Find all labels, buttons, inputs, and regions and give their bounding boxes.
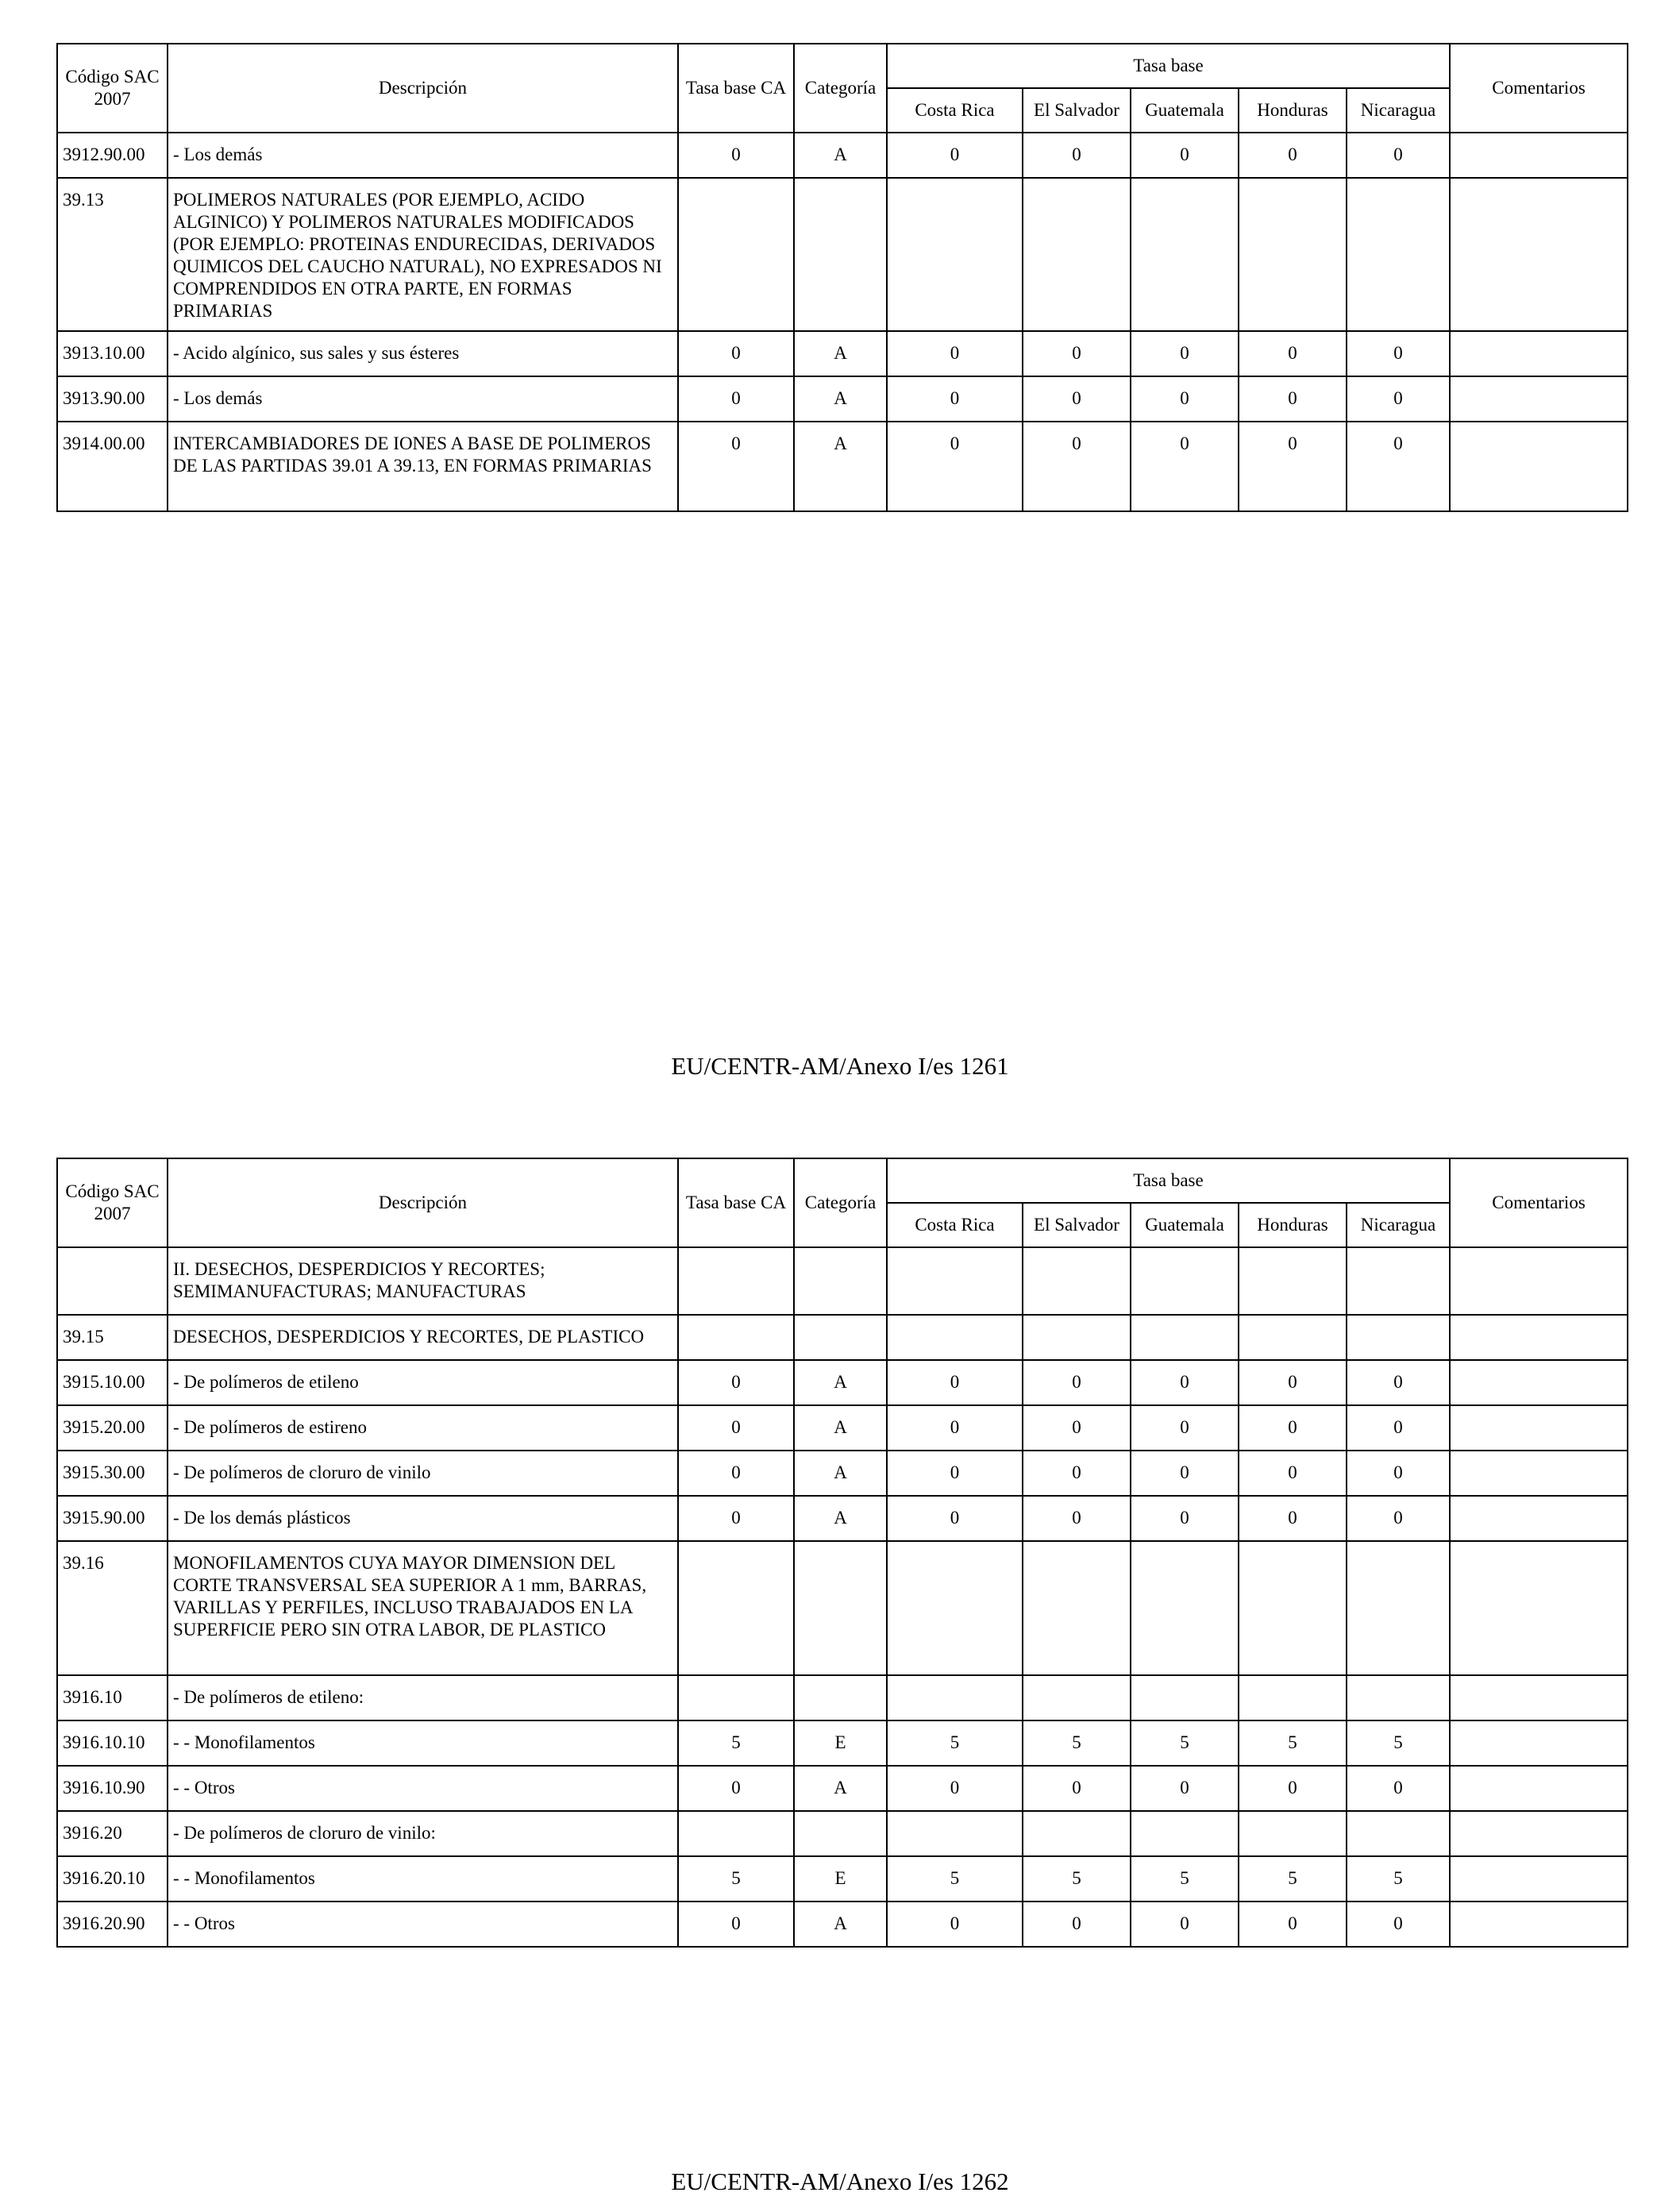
cell-rate-ca [678, 1315, 794, 1360]
cell-el-salvador: 0 [1023, 422, 1131, 511]
cell-costa-rica: 0 [887, 1405, 1023, 1451]
cell-el-salvador: 0 [1023, 1360, 1131, 1405]
header-costa-rica: Costa Rica [887, 88, 1023, 133]
cell-nicaragua [1347, 178, 1450, 331]
header-comments: Comentarios [1450, 1158, 1628, 1247]
cell-description: - - Monofilamentos [168, 1856, 678, 1902]
cell-description: DESECHOS, DESPERDICIOS Y RECORTES, DE PLASTICO [168, 1315, 678, 1360]
cell-honduras: 0 [1239, 133, 1347, 178]
cell-guatemala: 0 [1131, 422, 1239, 511]
cell-comments [1450, 1451, 1628, 1496]
cell-costa-rica: 0 [887, 422, 1023, 511]
cell-comments [1450, 422, 1628, 511]
cell-comments [1450, 1856, 1628, 1902]
cell-costa-rica: 0 [887, 1496, 1023, 1541]
cell-honduras: 5 [1239, 1720, 1347, 1766]
cell-guatemala: 0 [1131, 1451, 1239, 1496]
cell-el-salvador [1023, 1247, 1131, 1315]
cell-nicaragua [1347, 1675, 1450, 1720]
cell-code: 3916.10 [57, 1675, 168, 1720]
table-row [57, 1247, 1628, 1315]
cell-category [794, 1811, 887, 1856]
cell-guatemala: 0 [1131, 331, 1239, 376]
cell-description: MONOFILAMENTOS CUYA MAYOR DIMENSION DEL CORTE TRANSVERSAL SEA SUPERIOR A 1 mm, BARRAS, VARILLAS Y PERFILES, INCLUSO TRABAJADOS EN LA SUPERFICIE PERO SIN OTRA LABOR, DE PLASTICO [168, 1541, 678, 1675]
cell-guatemala: 0 [1131, 1766, 1239, 1811]
cell-description: - De polímeros de estireno [168, 1405, 678, 1451]
cell-code: 39.13 [57, 178, 168, 331]
header-costa-rica: Costa Rica [887, 1203, 1023, 1247]
table-row [57, 331, 1628, 376]
cell-comments [1450, 1247, 1628, 1315]
cell-guatemala [1131, 1675, 1239, 1720]
cell-rate-ca: 0 [678, 133, 794, 178]
cell-nicaragua [1347, 1811, 1450, 1856]
cell-el-salvador [1023, 1811, 1131, 1856]
cell-costa-rica [887, 1675, 1023, 1720]
cell-guatemala: 0 [1131, 1902, 1239, 1947]
cell-guatemala [1131, 1315, 1239, 1360]
cell-honduras [1239, 1811, 1347, 1856]
cell-description: - - Otros [168, 1902, 678, 1947]
cell-comments [1450, 1360, 1628, 1405]
cell-comments [1450, 376, 1628, 422]
cell-category: A [794, 1496, 887, 1541]
table-row [57, 1720, 1628, 1766]
cell-nicaragua: 0 [1347, 376, 1450, 422]
cell-description: - De polímeros de cloruro de vinilo [168, 1451, 678, 1496]
cell-category: E [794, 1856, 887, 1902]
cell-el-salvador [1023, 178, 1131, 331]
cell-honduras [1239, 1315, 1347, 1360]
cell-costa-rica: 0 [887, 1766, 1023, 1811]
cell-guatemala: 0 [1131, 1496, 1239, 1541]
cell-category: E [794, 1720, 887, 1766]
cell-guatemala: 0 [1131, 1360, 1239, 1405]
header-guatemala: Guatemala [1131, 1203, 1239, 1247]
table-header-row [57, 1158, 1628, 1203]
cell-comments [1450, 331, 1628, 376]
cell-rate-ca: 0 [678, 1451, 794, 1496]
cell-el-salvador: 5 [1023, 1720, 1131, 1766]
cell-el-salvador: 0 [1023, 1451, 1131, 1496]
table-row [57, 1405, 1628, 1451]
cell-costa-rica: 0 [887, 1360, 1023, 1405]
cell-el-salvador: 0 [1023, 1766, 1131, 1811]
header-el-salvador: El Salvador [1023, 1203, 1131, 1247]
cell-el-salvador: 0 [1023, 133, 1131, 178]
cell-nicaragua: 0 [1347, 1902, 1450, 1947]
table-row [57, 1315, 1628, 1360]
cell-category: A [794, 1451, 887, 1496]
cell-costa-rica [887, 1247, 1023, 1315]
cell-category: A [794, 331, 887, 376]
cell-nicaragua: 0 [1347, 422, 1450, 511]
cell-guatemala: 0 [1131, 376, 1239, 422]
cell-code: 3916.20.10 [57, 1856, 168, 1902]
header-tasa-base: Tasa base [887, 44, 1450, 88]
cell-honduras: 0 [1239, 1451, 1347, 1496]
cell-el-salvador: 0 [1023, 1405, 1131, 1451]
cell-costa-rica: 5 [887, 1856, 1023, 1902]
cell-code: 3913.10.00 [57, 331, 168, 376]
header-comments: Comentarios [1450, 44, 1628, 133]
table-row [57, 178, 1628, 331]
cell-costa-rica [887, 1541, 1023, 1675]
cell-rate-ca: 0 [678, 1902, 794, 1947]
cell-honduras: 0 [1239, 1766, 1347, 1811]
cell-comments [1450, 1405, 1628, 1451]
cell-rate-ca: 5 [678, 1856, 794, 1902]
cell-category: A [794, 1360, 887, 1405]
cell-description: II. DESECHOS, DESPERDICIOS Y RECORTES; SEMIMANUFACTURAS; MANUFACTURAS [168, 1247, 678, 1315]
table-row [57, 1451, 1628, 1496]
table-row [57, 1811, 1628, 1856]
page-footer: EU/CENTR-AM/Anexo I/es 1261 [671, 1052, 1009, 1080]
header-honduras: Honduras [1239, 88, 1347, 133]
table-row [57, 1541, 1628, 1675]
table-row [57, 1856, 1628, 1902]
cell-rate-ca: 0 [678, 1496, 794, 1541]
cell-comments [1450, 1675, 1628, 1720]
cell-honduras: 0 [1239, 422, 1347, 511]
cell-el-salvador [1023, 1675, 1131, 1720]
cell-rate-ca: 0 [678, 1360, 794, 1405]
cell-rate-ca: 0 [678, 422, 794, 511]
cell-rate-ca: 0 [678, 1405, 794, 1451]
cell-description: - Los demás [168, 133, 678, 178]
cell-category: A [794, 1405, 887, 1451]
cell-code: 3915.10.00 [57, 1360, 168, 1405]
cell-guatemala [1131, 1247, 1239, 1315]
cell-el-salvador: 0 [1023, 1902, 1131, 1947]
cell-code: 3913.90.00 [57, 376, 168, 422]
cell-code: 3914.00.00 [57, 422, 168, 511]
cell-costa-rica: 0 [887, 1451, 1023, 1496]
cell-honduras: 0 [1239, 331, 1347, 376]
cell-code: 3916.10.90 [57, 1766, 168, 1811]
table-row [57, 376, 1628, 422]
cell-honduras: 0 [1239, 1902, 1347, 1947]
cell-guatemala: 0 [1131, 1405, 1239, 1451]
cell-comments [1450, 1541, 1628, 1675]
cell-category [794, 1541, 887, 1675]
header-code: Código SAC 2007 [57, 44, 168, 133]
cell-comments [1450, 1496, 1628, 1541]
header-description: Descripción [168, 44, 678, 133]
cell-honduras: 5 [1239, 1856, 1347, 1902]
cell-nicaragua [1347, 1315, 1450, 1360]
cell-description: - De los demás plásticos [168, 1496, 678, 1541]
cell-honduras: 0 [1239, 376, 1347, 422]
cell-guatemala [1131, 178, 1239, 331]
table-row [57, 1360, 1628, 1405]
cell-code: 3915.90.00 [57, 1496, 168, 1541]
table-row [57, 1496, 1628, 1541]
cell-comments [1450, 1315, 1628, 1360]
cell-nicaragua: 5 [1347, 1856, 1450, 1902]
cell-comments [1450, 1720, 1628, 1766]
table-row [57, 133, 1628, 178]
cell-nicaragua: 0 [1347, 1405, 1450, 1451]
cell-el-salvador [1023, 1541, 1131, 1675]
cell-comments [1450, 1766, 1628, 1811]
cell-description: - Los demás [168, 376, 678, 422]
cell-rate-ca: 0 [678, 376, 794, 422]
cell-nicaragua: 0 [1347, 1451, 1450, 1496]
table-row [57, 1766, 1628, 1811]
table-row [57, 1675, 1628, 1720]
cell-code: 3912.90.00 [57, 133, 168, 178]
cell-description: - De polímeros de etileno: [168, 1675, 678, 1720]
cell-nicaragua [1347, 1247, 1450, 1315]
cell-nicaragua: 0 [1347, 331, 1450, 376]
cell-code: 3916.20.90 [57, 1902, 168, 1947]
header-description: Descripción [168, 1158, 678, 1247]
cell-code: 3915.30.00 [57, 1451, 168, 1496]
header-rate-ca: Tasa base CA [678, 1158, 794, 1247]
header-category: Categoría [794, 1158, 887, 1247]
cell-description: - Acido algínico, sus sales y sus ésteres [168, 331, 678, 376]
cell-guatemala [1131, 1811, 1239, 1856]
cell-el-salvador: 0 [1023, 376, 1131, 422]
cell-comments [1450, 133, 1628, 178]
header-guatemala: Guatemala [1131, 88, 1239, 133]
header-code: Código SAC 2007 [57, 1158, 168, 1247]
cell-rate-ca [678, 178, 794, 331]
cell-el-salvador: 5 [1023, 1856, 1131, 1902]
cell-description: - De polímeros de etileno [168, 1360, 678, 1405]
cell-rate-ca: 5 [678, 1720, 794, 1766]
cell-nicaragua: 0 [1347, 1766, 1450, 1811]
cell-costa-rica [887, 1315, 1023, 1360]
cell-code: 3916.20 [57, 1811, 168, 1856]
cell-comments [1450, 1811, 1628, 1856]
header-category: Categoría [794, 44, 887, 133]
header-tasa-base: Tasa base [887, 1158, 1450, 1203]
cell-rate-ca [678, 1675, 794, 1720]
cell-nicaragua: 0 [1347, 1360, 1450, 1405]
cell-honduras [1239, 1675, 1347, 1720]
cell-description: INTERCAMBIADORES DE IONES A BASE DE POLIMEROS DE LAS PARTIDAS 39.01 A 39.13, EN FORMAS PRIMARIAS [168, 422, 678, 511]
cell-category: A [794, 376, 887, 422]
cell-code: 39.16 [57, 1541, 168, 1675]
cell-el-salvador: 0 [1023, 331, 1131, 376]
cell-rate-ca [678, 1541, 794, 1675]
cell-description: - - Monofilamentos [168, 1720, 678, 1766]
cell-costa-rica: 0 [887, 331, 1023, 376]
cell-description: POLIMEROS NATURALES (POR EJEMPLO, ACIDO ALGINICO) Y POLIMEROS NATURALES MODIFICADOS (POR EJEMPLO: PROTEINAS ENDURECIDAS, DERIVADOS QUIMICOS DEL CAUCHO NATURAL), NO EXPRESADOS NI COMPRENDIDOS EN OTRA PARTE, EN FORMAS PRIMARIAS [168, 178, 678, 331]
cell-guatemala [1131, 1541, 1239, 1675]
cell-comments [1450, 1902, 1628, 1947]
cell-category: A [794, 133, 887, 178]
cell-rate-ca: 0 [678, 1766, 794, 1811]
cell-category [794, 1247, 887, 1315]
cell-rate-ca [678, 1811, 794, 1856]
cell-nicaragua: 5 [1347, 1720, 1450, 1766]
cell-category [794, 178, 887, 331]
cell-guatemala: 0 [1131, 133, 1239, 178]
cell-category [794, 1315, 887, 1360]
cell-el-salvador [1023, 1315, 1131, 1360]
page-footer: EU/CENTR-AM/Anexo I/es 1262 [671, 2167, 1009, 2195]
cell-comments [1450, 178, 1628, 331]
cell-costa-rica: 5 [887, 1720, 1023, 1766]
table-header-row [57, 44, 1628, 88]
cell-code: 3915.20.00 [57, 1405, 168, 1451]
cell-category: A [794, 1902, 887, 1947]
cell-code: 39.15 [57, 1315, 168, 1360]
header-rate-ca: Tasa base CA [678, 44, 794, 133]
tariff-table-page-2 [56, 1158, 1628, 1948]
header-honduras: Honduras [1239, 1203, 1347, 1247]
cell-guatemala: 5 [1131, 1856, 1239, 1902]
header-el-salvador: El Salvador [1023, 88, 1131, 133]
cell-code: 3916.10.10 [57, 1720, 168, 1766]
header-nicaragua: Nicaragua [1347, 88, 1450, 133]
cell-el-salvador: 0 [1023, 1496, 1131, 1541]
cell-honduras [1239, 1541, 1347, 1675]
cell-category [794, 1675, 887, 1720]
table-row [57, 422, 1628, 511]
header-nicaragua: Nicaragua [1347, 1203, 1450, 1247]
cell-description: - De polímeros de cloruro de vinilo: [168, 1811, 678, 1856]
cell-honduras: 0 [1239, 1405, 1347, 1451]
cell-honduras [1239, 178, 1347, 331]
cell-costa-rica: 0 [887, 1902, 1023, 1947]
cell-honduras: 0 [1239, 1496, 1347, 1541]
cell-honduras: 0 [1239, 1360, 1347, 1405]
cell-category: A [794, 422, 887, 511]
cell-honduras [1239, 1247, 1347, 1315]
cell-costa-rica [887, 1811, 1023, 1856]
tariff-table-page-1 [56, 43, 1628, 512]
cell-costa-rica: 0 [887, 376, 1023, 422]
cell-nicaragua: 0 [1347, 1496, 1450, 1541]
cell-nicaragua: 0 [1347, 133, 1450, 178]
cell-category: A [794, 1766, 887, 1811]
cell-description: - - Otros [168, 1766, 678, 1811]
table-row [57, 1902, 1628, 1947]
cell-guatemala: 5 [1131, 1720, 1239, 1766]
cell-costa-rica: 0 [887, 133, 1023, 178]
cell-nicaragua [1347, 1541, 1450, 1675]
cell-code [57, 1247, 168, 1315]
cell-rate-ca [678, 1247, 794, 1315]
cell-rate-ca: 0 [678, 331, 794, 376]
cell-costa-rica [887, 178, 1023, 331]
